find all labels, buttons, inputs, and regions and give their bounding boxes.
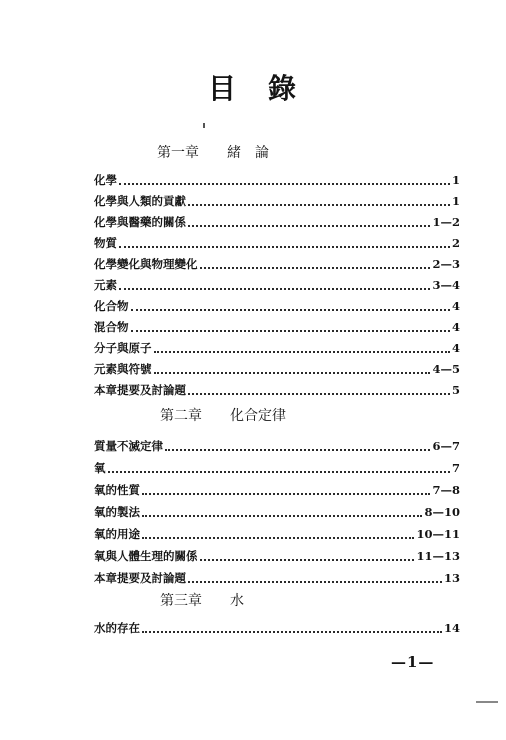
entry-page: 1 [451,194,460,208]
toc-entry [94,191,460,211]
entry-label: 化學 [94,173,117,187]
toc-title [0,72,506,106]
dot-leader [119,181,450,185]
toc-entry [94,275,460,295]
dot-leader [188,579,442,583]
toc-entry [94,317,460,337]
entry-label: 化學變化與物理變化 [94,257,198,271]
entry-page: 10—11 [416,527,460,541]
entry-label: 本章提要及討論題 [94,383,186,397]
dot-leader [200,557,415,561]
title-char-2: 錄 [268,72,297,105]
toc-entry [94,524,460,544]
toc-entry [94,618,460,638]
entry-label: 化合物 [94,299,129,313]
toc-entry [94,546,460,566]
chapter-number: 第二章 [160,408,202,424]
entry-label: 混合物 [94,320,129,334]
entry-page: 4—5 [432,362,460,376]
chapter-number: 第一章 [157,145,199,161]
dot-leader [188,391,450,395]
chapter-2-heading [160,407,286,425]
entry-page: 6—7 [432,439,460,453]
entry-label: 元素 [94,278,117,292]
entry-page: 3—4 [432,278,460,292]
scan-smudge [476,701,498,703]
toc-entry [94,170,460,190]
dot-leader [142,629,442,633]
entry-page: 5 [451,383,460,397]
entry-page: 7 [451,461,460,475]
entry-label: 氧 [94,461,106,475]
scan-speck [203,123,205,128]
title-char-1: 目 [208,72,237,105]
chapter-name: 緒 論 [227,145,269,161]
entry-label: 氧的製法 [94,505,140,519]
toc-entry [94,458,460,478]
entry-page: 13 [443,571,460,585]
chapter-number: 第三章 [160,593,202,609]
entry-page: 7—8 [432,483,460,497]
entry-page: 1 [451,173,460,187]
toc-entry [94,254,460,274]
dot-leader [108,469,450,473]
chapter-3-heading [160,592,244,610]
chapter-name: 水 [230,593,244,609]
dot-leader [154,370,431,374]
entry-page: 4 [451,320,460,334]
entry-page: 1—2 [432,215,460,229]
dot-leader [119,244,450,248]
entry-label: 氧的性質 [94,483,140,497]
dot-leader [119,286,430,290]
entry-label: 氧的用途 [94,527,140,541]
entry-label: 化學與人類的貢獻 [94,194,186,208]
entry-label: 氧與人體生理的關係 [94,549,198,563]
chapter-1-heading [157,144,269,162]
entry-page: 14 [443,621,460,635]
toc-entry [94,338,460,358]
toc-entry [94,436,460,456]
dot-leader [154,349,450,353]
dot-leader [200,265,431,269]
dot-leader [142,535,414,539]
dot-leader [142,513,422,517]
dot-leader [131,328,450,332]
entry-label: 本章提要及討論題 [94,571,186,585]
entry-page: 4 [451,299,460,313]
entry-label: 分子與原子 [94,341,152,355]
entry-page: 8—10 [424,505,460,519]
toc-entry [94,502,460,522]
entry-page: 2 [451,236,460,250]
page-number: —1— [391,653,435,671]
entry-label: 物質 [94,236,117,250]
chapter-name: 化合定律 [230,408,286,424]
entry-label: 質量不滅定律 [94,439,163,453]
dot-leader [131,307,450,311]
toc-entry [94,380,460,400]
toc-entry [94,233,460,253]
entry-page: 2—3 [432,257,460,271]
entry-label: 元素與符號 [94,362,152,376]
dot-leader [188,223,430,227]
toc-entry [94,568,460,588]
toc-entry [94,212,460,232]
entry-label: 水的存在 [94,621,140,635]
toc-entry [94,480,460,500]
dot-leader [165,447,430,451]
dot-leader [188,202,450,206]
toc-entry [94,359,460,379]
entry-page: 4 [451,341,460,355]
entry-page: 11—13 [416,549,460,563]
entry-label: 化學與醫藥的關係 [94,215,186,229]
dot-leader [142,491,430,495]
toc-entry [94,296,460,316]
